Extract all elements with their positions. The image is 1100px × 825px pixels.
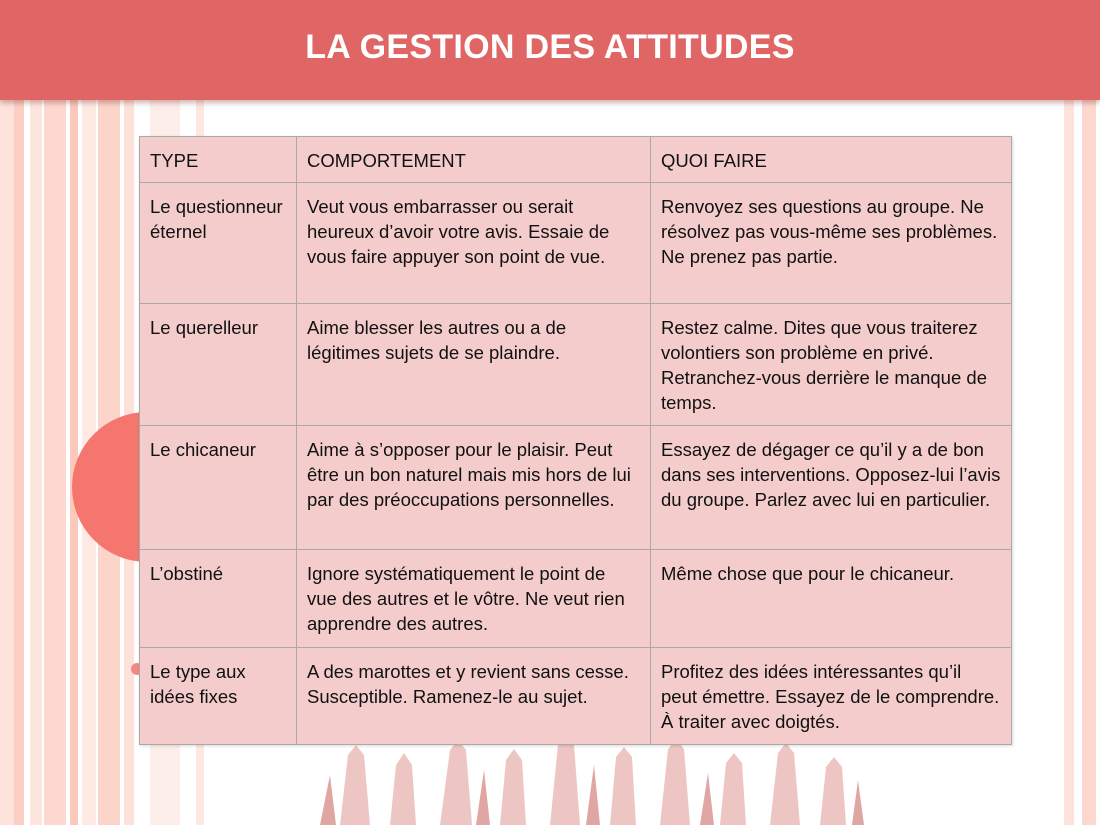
slide-title: LA GESTION DES ATTITUDES (305, 28, 795, 66)
cell-type: Le querelleur (140, 304, 297, 426)
cell-quoi-faire: Restez calme. Dites que vous traiterez volontiers son problème en privé. Retranchez-vous derrière le manque de temps. (651, 304, 1012, 426)
table-row (140, 426, 1012, 550)
cell-type: Le questionneur éternel (140, 183, 297, 304)
cell-quoi-faire: Même chose que pour le chicaneur. (651, 550, 1012, 648)
title-bar (0, 0, 1100, 100)
header-cell-type: TYPE (140, 137, 297, 183)
cell-type: Le chicaneur (140, 426, 297, 550)
table-row (140, 550, 1012, 648)
attitudes-table (139, 136, 1012, 745)
table-row (140, 648, 1012, 745)
table-row (140, 183, 1012, 304)
cell-comportement: A des marottes et y revient sans cesse. Susceptible. Ramenez-le au sujet. (297, 648, 651, 745)
table-header-row (140, 137, 1012, 183)
cell-comportement: Ignore systématiquement le point de vue des autres et le vôtre. Ne veut rien apprendre des autres. (297, 550, 651, 648)
header-cell-quoi-faire: QUOI FAIRE (651, 137, 1012, 183)
right-stripes-decoration (1060, 100, 1100, 825)
table-row (140, 304, 1012, 426)
cell-quoi-faire: Essayez de dégager ce qu’il y a de bon dans ses interventions. Opposez-lui l’avis du groupe. Parlez avec lui en particulier. (651, 426, 1012, 550)
cell-comportement: Aime à s’opposer pour le plaisir. Peut être un bon naturel mais mis hors de lui par des préoccupations personnelles. (297, 426, 651, 550)
people-silhouettes-decoration (300, 735, 870, 825)
cell-comportement: Aime blesser les autres ou a de légitimes sujets de se plaindre. (297, 304, 651, 426)
cell-type: L’obstiné (140, 550, 297, 648)
cell-type: Le type aux idées fixes (140, 648, 297, 745)
cell-quoi-faire: Profitez des idées intéressantes qu’il peut émettre. Essayez de le comprendre. À traiter avec doigtés. (651, 648, 1012, 745)
header-cell-comportement: COMPORTEMENT (297, 137, 651, 183)
cell-quoi-faire: Renvoyez ses questions au groupe. Ne résolvez pas vous-même ses problèmes. Ne prenez pas partie. (651, 183, 1012, 304)
cell-comportement: Veut vous embarrasser ou serait heureux d’avoir votre avis. Essaie de vous faire appuyer son point de vue. (297, 183, 651, 304)
